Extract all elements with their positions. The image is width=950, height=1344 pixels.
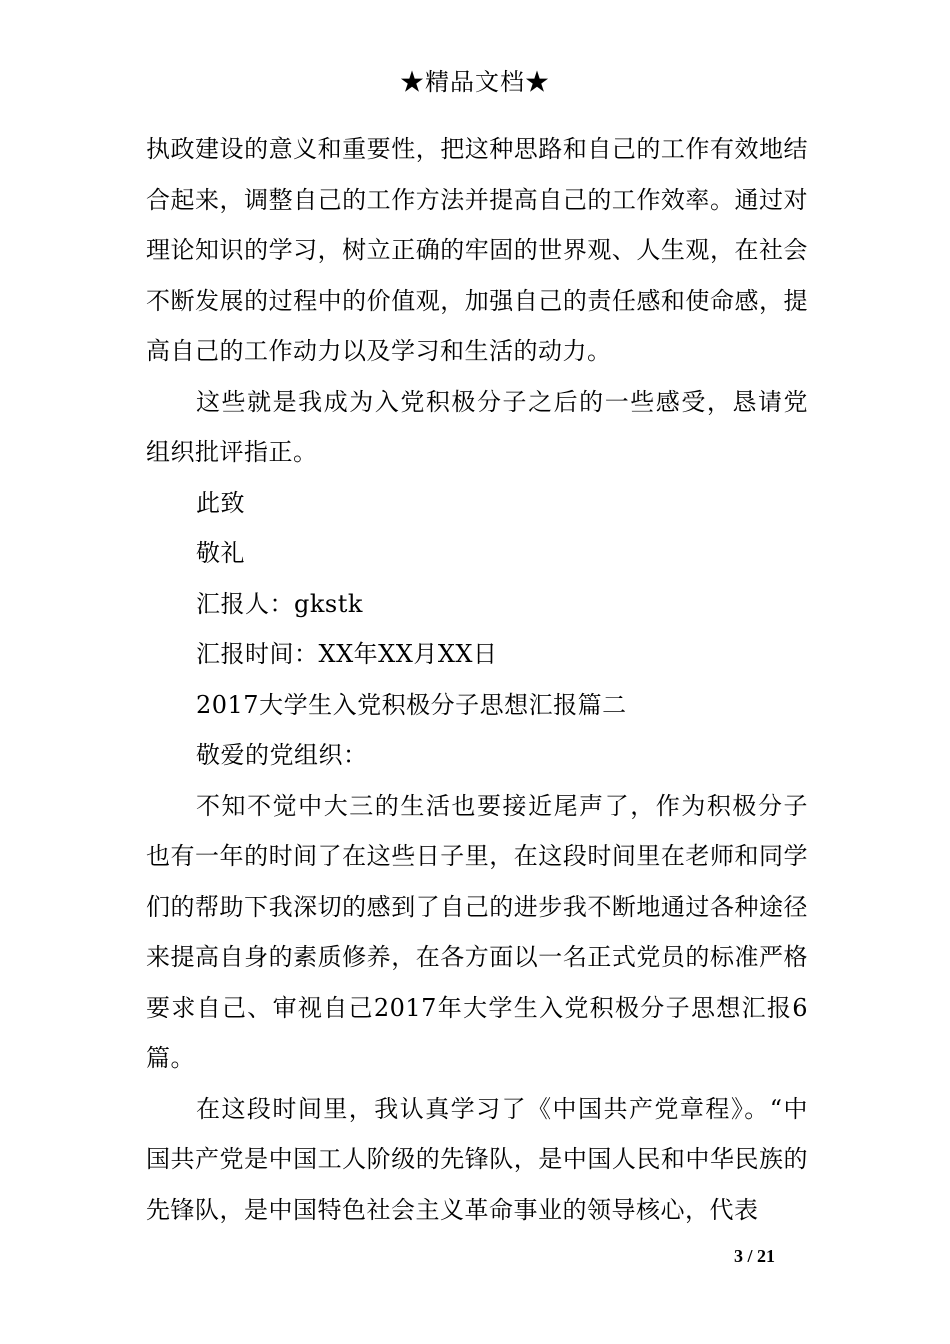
paragraph: 这些就是我成为入党积极分子之后的一些感受，恳请党组织批评指正。 — [146, 387, 808, 466]
paragraph: 不知不觉中大三的生活也要接近尾声了，作为积极分子也有一年的时间了在这些日子里，在这段时间里在老师和同学们的帮助下我深切的感到了自己的进步我不断地通过各种途径来提高自身的素质修养，在各方面以一名正式党员的标准严格要求自己、审视自己2017年大学生入党积极分子思想汇报6篇。 — [146, 791, 808, 1072]
salutation-regards: 敬礼 — [196, 539, 245, 567]
section-title: 2017大学生入党积极分子思想汇报篇二 — [196, 690, 627, 719]
report-date-line: 汇报时间：XX年XX月XX日 — [196, 640, 498, 668]
document-body — [146, 124, 808, 1235]
salutation-closing: 此致 — [196, 488, 245, 517]
paragraph: 执政建设的意义和重要性，把这种思路和自己的工作有效地结合起来，调整自己的工作方法并提高自己的工作效率。通过对理论知识的学习，树立正确的牢固的世界观、人生观，在社会不断发展的过程中的价值观，加强自己的责任感和使命感，提高自己的工作动力以及学习和生活的动力。 — [146, 135, 808, 365]
page-number: 3 / 21 — [734, 1246, 776, 1266]
greeting-line: 敬爱的党组织： — [196, 741, 368, 769]
reporter-line: 汇报人：gkstk — [196, 589, 363, 618]
paragraph: 在这段时间里，我认真学习了《中国共产党章程》。“中国共产党是中国工人阶级的先锋队，是中国人民和中华民族的先锋队，是中国特色社会主义革命事业的领导核心，代表 — [146, 1094, 808, 1224]
document-header: ★精品文档★ — [400, 68, 550, 96]
